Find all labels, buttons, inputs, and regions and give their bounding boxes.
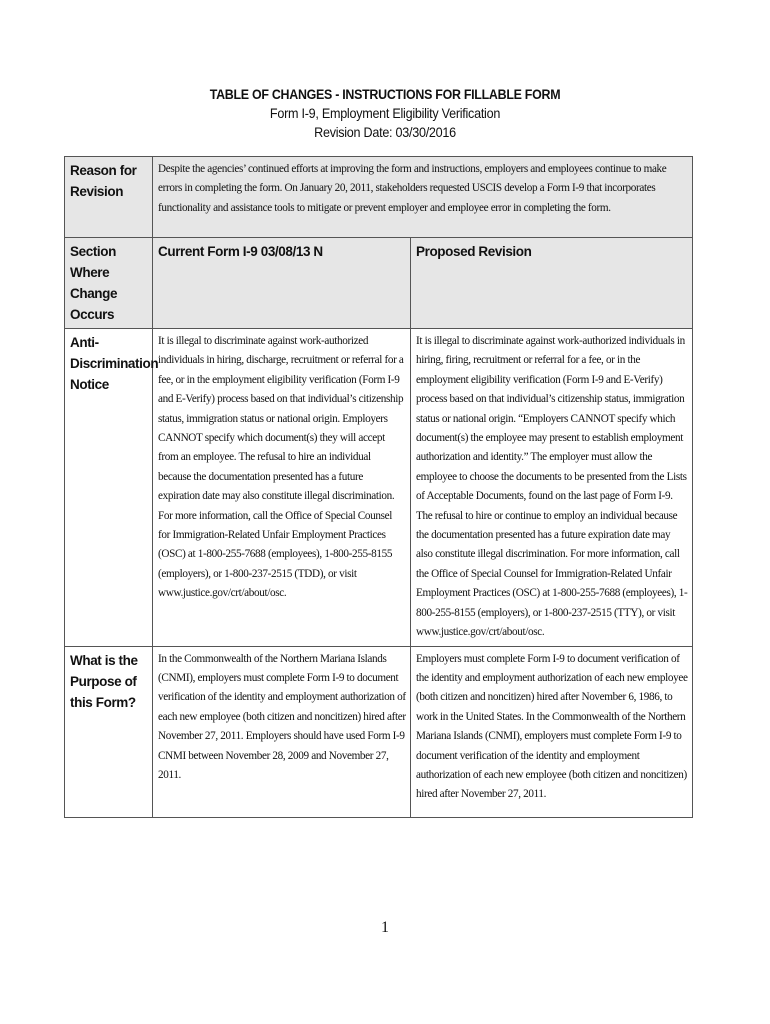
table-row — [65, 646, 693, 817]
column-header-current: Current Form I-9 03/08/13 N — [153, 238, 411, 329]
reason-text: Despite the agencies’ continued efforts at improving the form and instructions, employers and employees continue to make errors in completing the form. On January 20, 2011, stakeholders requested USCIS develop a Form I-9 that incorporates functionality and assistance tools to mitigate or prevent employer and employee error in completing the form. — [153, 157, 693, 238]
current-text-cell: In the Commonwealth of the Northern Mariana Islands (CNMI), employers must complete Form I-9 to document verification of the identity and employment authorization of each new employee (both citizen and noncitizen) hired after November 27, 2011. Employers should have used Form I-9 CNMI between November 28, 2009 and November 27, 2011. — [153, 646, 411, 817]
current-text-cell: It is illegal to discriminate against work-authorized individuals in hiring, discharge, recruitment or referral for a fee, or in the employment eligibility verification (Form I-9 and E-Verify) process based on that individual’s citizenship status, immigration status or national origin. Employers CANNOT specify which document(s) they will accept from an employee. The refusal to hire an individual because the documentation presented has a future expiration date may also constitute illegal discrimination. For more information, call the Office of Special Counsel for Immigration-Related Unfair Employment Practices (OSC) at 1-800-255-7688 (employees), 1-800-255-8155 (employers), or 1-800-237-2515 (TDD), or visit www.justice.gov/crt/about/osc. — [153, 329, 411, 647]
section-cell: Anti-Discrimination Notice — [65, 329, 153, 647]
column-header-proposed: Proposed Revision — [411, 238, 693, 329]
form-name: Form I-9, Employment Eligibility Verification — [269, 105, 501, 121]
document-title: TABLE OF CHANGES - INSTRUCTIONS FOR FILLABLE FORM — [209, 87, 561, 102]
section-cell: What is the Purpose of this Form? — [65, 646, 153, 817]
proposed-text-cell: It is illegal to discriminate against work-authorized individuals in hiring, firing, recruitment or referral for a fee, or in the employment eligibility verification (Form I-9 and E-Verify) process based on that individual’s citizenship status, immigration status or national origin. “Employers CANNOT specify which document(s) the employee may present to establish employment authorization and identity.” The employer must allow the employee to choose the documents to be presented from the Lists of Acceptable Documents, found on the last page of Form I-9. The refusal to hire or continue to employ an individual because the documentation presented has a future expiration date may also constitute illegal discrimination. For more information, call the Office of Special Counsel for Immigration-Related Unfair Employment Practices (OSC) at 1-800-255-7688 (employees), 1-800-255-8155 (employers), or 1-800-237-2515 (TTY), or visit www.justice.gov/crt/about/osc. — [411, 329, 693, 647]
revision-date: Revision Date: 03/30/2016 — [314, 124, 456, 140]
table-of-changes — [64, 156, 693, 818]
table-row — [65, 329, 693, 647]
proposed-text-cell: Employers must complete Form I-9 to document verification of the identity and employment authorization of each new employee (both citizen and noncitizen) hired after November 6, 1986, to work in the United States. In the Commonwealth of the Northern Mariana Islands (CNMI), employers must complete Form I-9 to document verification of the identity and employment authorization of each new employee (both citizen and noncitizen) hired after November 27, 2011. — [411, 646, 693, 817]
page-number: 1 — [381, 919, 389, 936]
table-row — [65, 157, 693, 238]
table-header-row — [65, 238, 693, 329]
document-header — [0, 86, 770, 142]
reason-label: Reason for Revision — [65, 157, 153, 238]
column-header-section: Section Where Change Occurs — [65, 238, 153, 329]
